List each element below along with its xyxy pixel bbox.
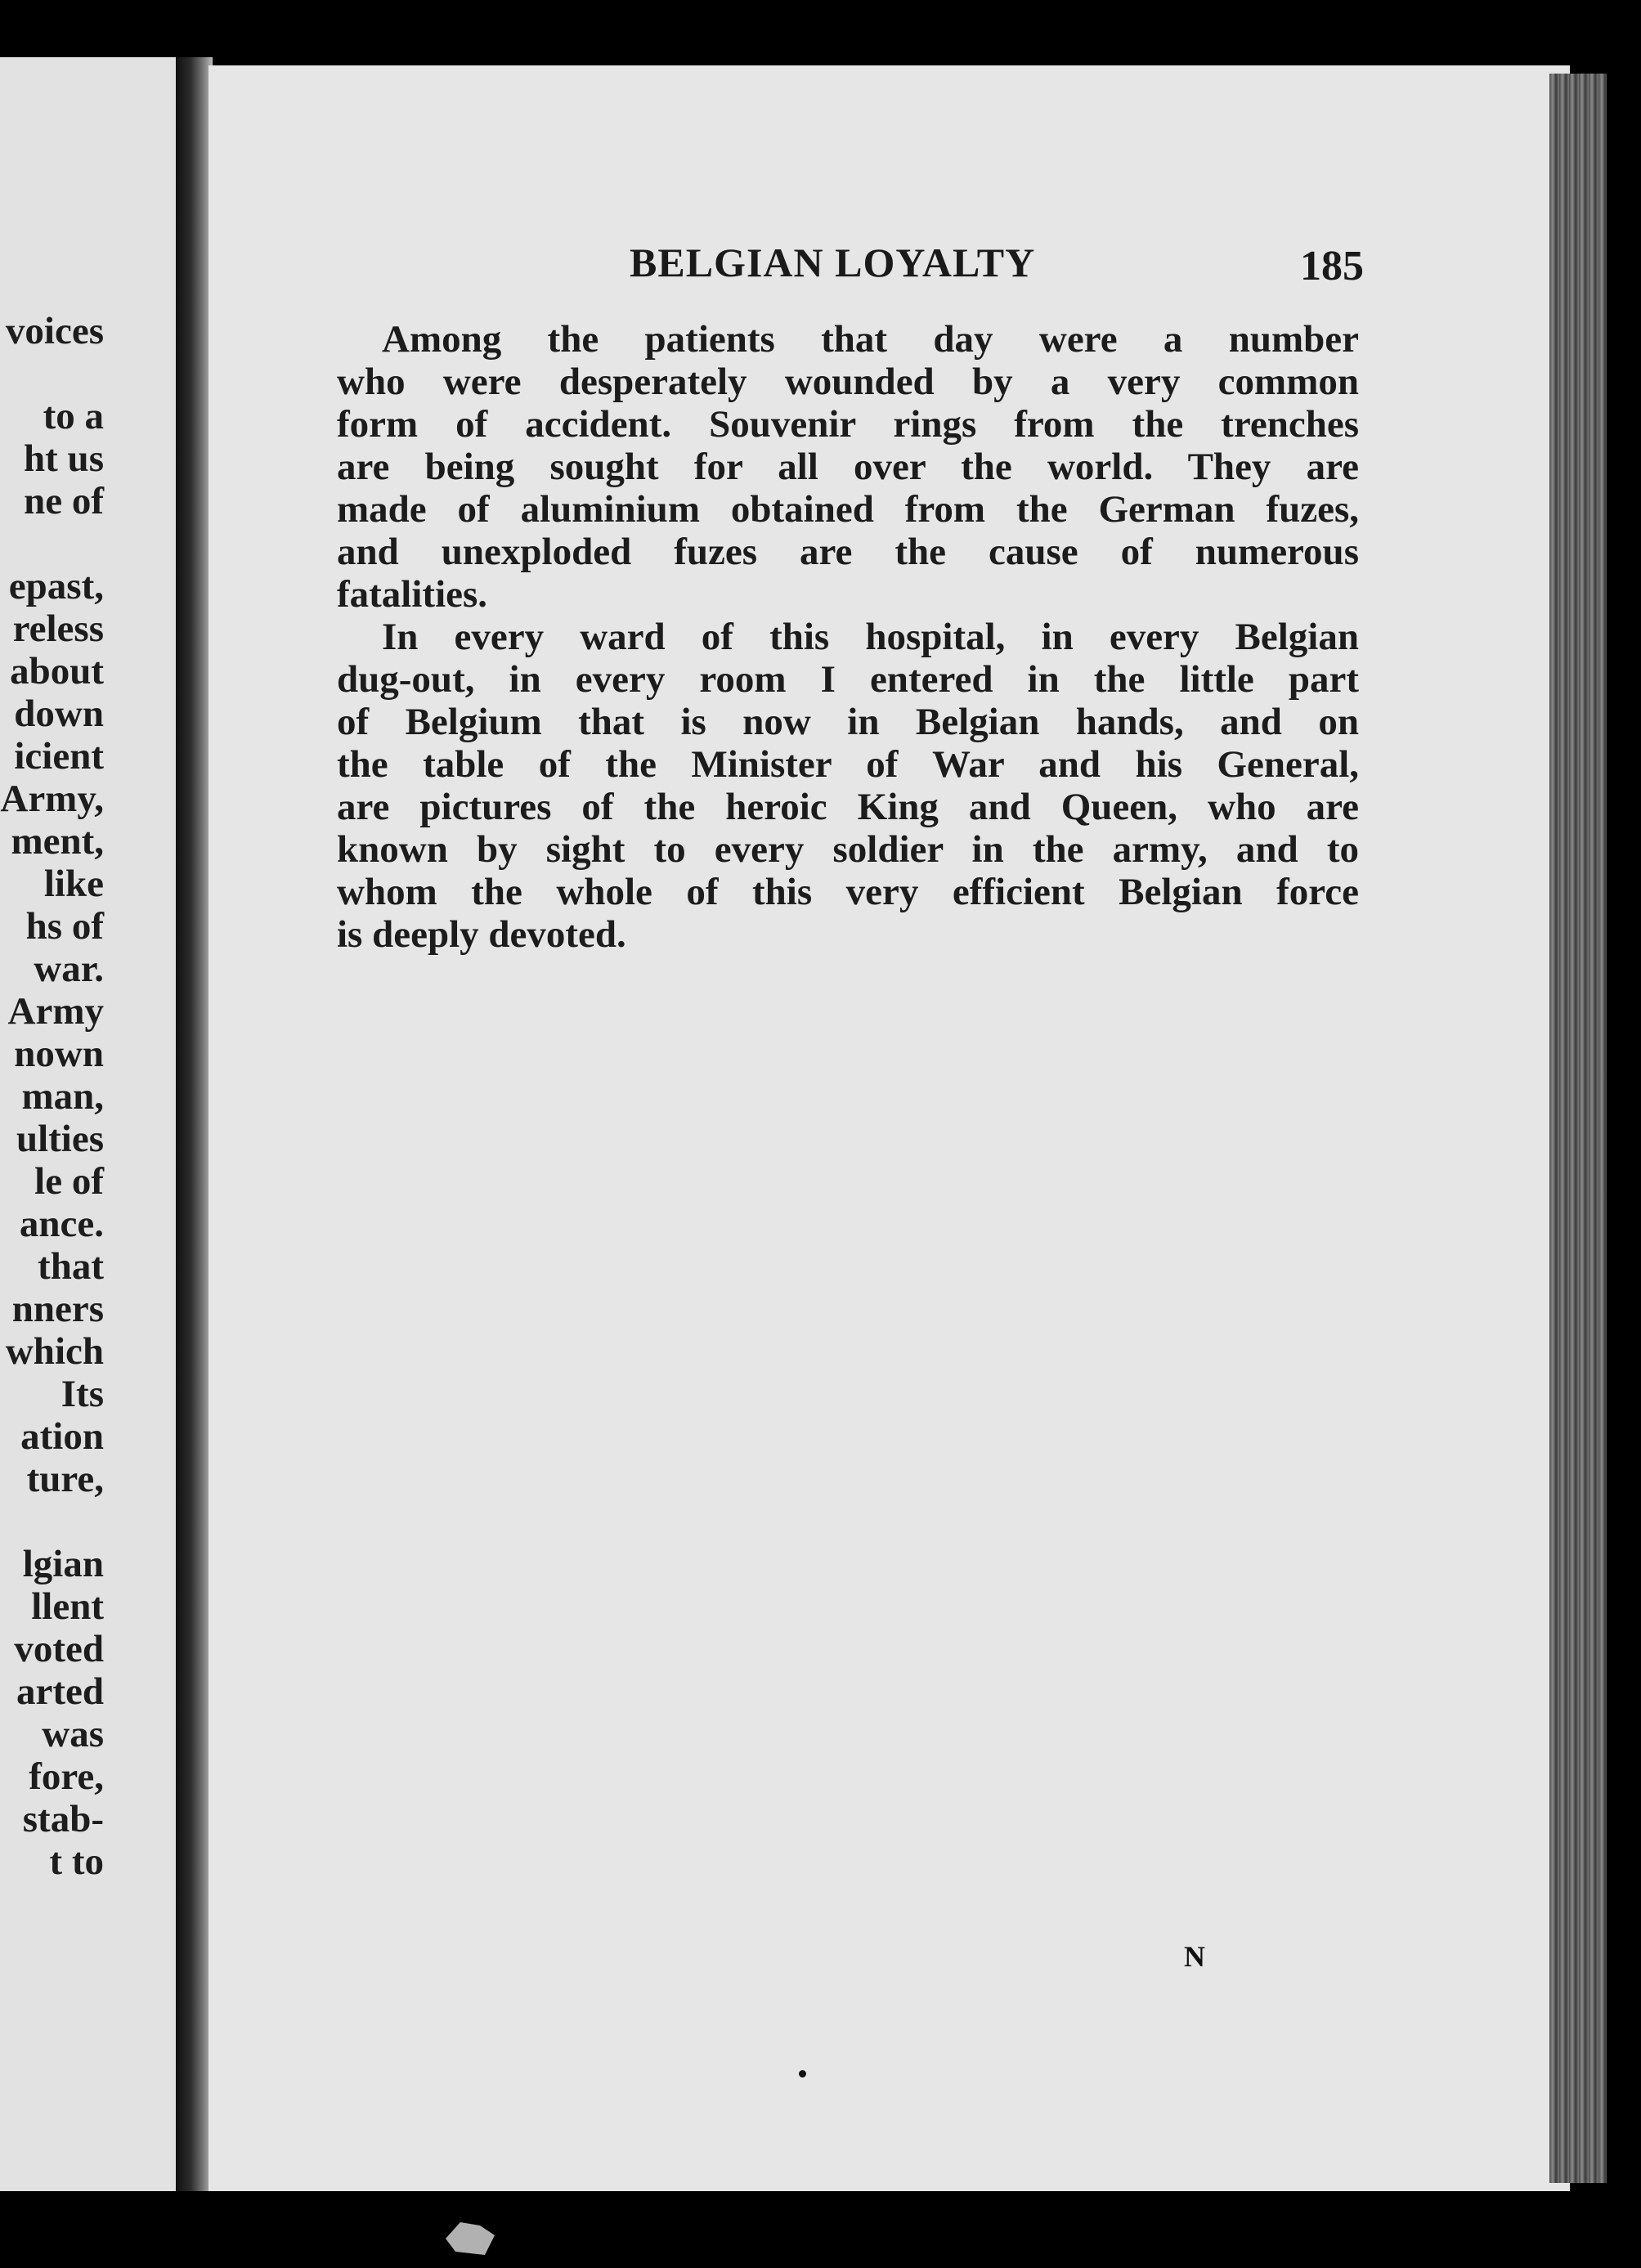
text-line: the table of the Minister of War and his General, [337,743,1359,786]
left-fragment: ance. [19,1203,104,1245]
book-gutter [176,57,213,2191]
left-fragment: man, [21,1075,104,1118]
left-fragment: t to [49,1840,104,1883]
left-fragment: ht us [24,437,104,480]
left-fragment: voted [14,1628,104,1670]
left-fragment: nown [14,1033,104,1075]
left-fragment: war. [34,948,104,990]
left-fragment: to a [43,395,104,437]
left-fragment: that [38,1245,104,1288]
page-edge-stack [1549,74,1607,2183]
left-fragment: about [10,650,104,693]
text-line: form of accident. Souvenir rings from the trenches [337,403,1359,446]
left-fragment: which [5,1330,104,1373]
left-fragment: icient [14,735,104,778]
text-line: and unexploded fuzes are the cause of numerous [337,531,1359,573]
left-fragment: Army, [0,778,104,820]
text-line: dug-out, in every room I entered in the little part [337,658,1359,701]
text-line: whom the whole of this very efficient Belgian force [337,871,1359,913]
left-fragment: ment, [11,820,104,863]
left-fragment: voices [5,310,104,352]
left-fragment: ture, [26,1458,104,1500]
text-line: fatalities. [337,573,488,616]
left-fragment: was [42,1713,104,1755]
left-fragment: ation [20,1415,104,1458]
left-fragment: nners [11,1288,104,1330]
left-fragment: reless [12,607,104,650]
signature-mark: N [1184,1940,1205,1973]
left-fragment: stab- [22,1798,104,1840]
running-head: BELGIAN LOYALTY [630,240,1036,285]
paper-blemish [446,2222,495,2255]
left-fragment: epast, [8,565,104,607]
left-fragment: hs of [25,905,104,948]
left-fragment: Its [61,1373,104,1415]
text-line: made of aluminium obtained from the German fuzes, [337,488,1359,531]
text-line: are pictures of the heroic King and Queen, who are [337,786,1359,828]
left-fragment: lgian [22,1543,104,1585]
text-line: is deeply devoted. [337,913,626,956]
text-line: In every ward of this hospital, in every Belgian [382,616,1359,658]
text-line: of Belgium that is now in Belgian hands, and on [337,701,1359,743]
left-fragment: down [14,693,104,735]
page-number: 185 [1300,243,1364,289]
previous-page-fragment [0,57,181,2191]
left-fragment: arted [16,1670,104,1713]
left-fragment: fore, [29,1755,104,1798]
left-fragment: llent [31,1585,104,1628]
left-fragment: Army [7,990,104,1033]
left-fragment: ulties [16,1118,104,1160]
left-fragment: le of [34,1160,104,1203]
left-fragment: like [43,863,104,905]
text-line: Among the patients that day were a number [382,318,1359,361]
text-line: known by sight to every soldier in the army, and to [337,828,1359,871]
text-line: are being sought for all over the world. They are [337,446,1359,488]
left-fragment: ne of [24,480,104,522]
text-line: who were desperately wounded by a very common [337,361,1359,403]
printer-dot [799,2070,806,2078]
